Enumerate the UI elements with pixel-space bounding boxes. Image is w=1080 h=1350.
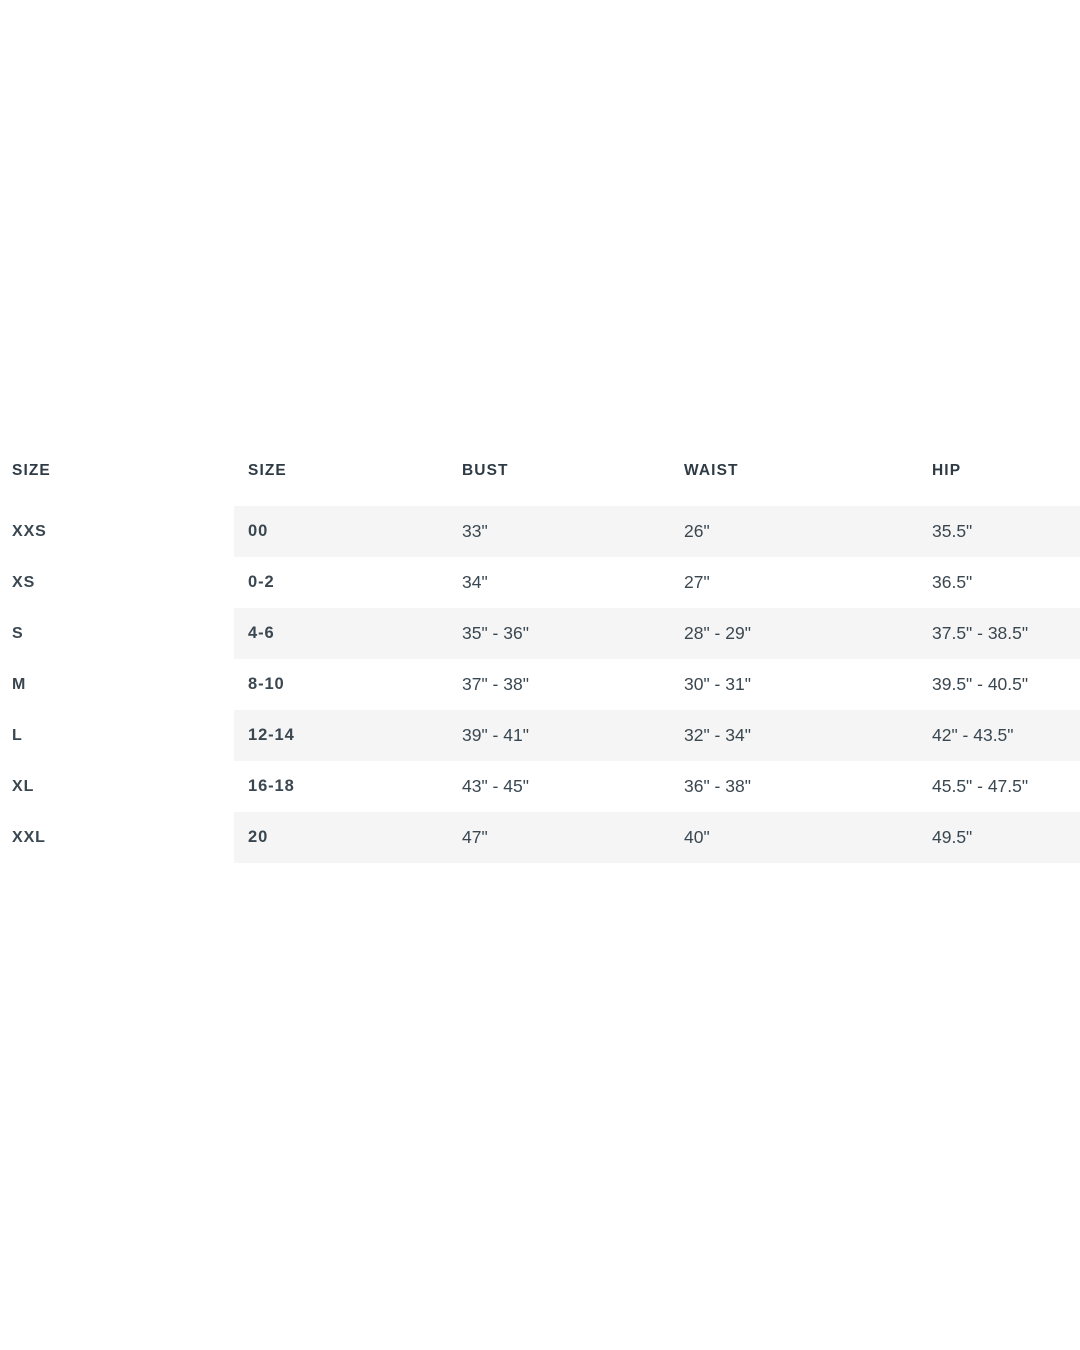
cell-size-letter: XL [12,777,35,795]
cell-hip: 37.5" - 38.5" [932,608,1080,659]
cell-waist: 36" - 38" [684,776,751,796]
column-header-waist: WAIST [684,462,739,479]
cell-size-number: 20 [234,812,462,863]
cell-size-number: 8-10 [248,675,285,693]
table-row [0,557,1080,608]
cell-hip: 49.5" [932,812,1080,863]
cell-size-letter: XXL [12,828,46,846]
cell-bust: 33" [462,506,684,557]
cell-size-letter: XS [12,573,36,591]
cell-waist: 28" - 29" [684,608,932,659]
table-row [0,506,1080,557]
table-body [0,506,1080,863]
cell-waist: 40" [684,812,932,863]
cell-size-letter: S [12,624,24,642]
cell-hip: 45.5" - 47.5" [932,776,1029,796]
size-chart-table [0,462,1080,863]
cell-bust: 39" - 41" [462,710,684,761]
cell-size-number: 0-2 [248,573,275,591]
table-row [0,812,1080,863]
cell-hip: 36.5" [932,572,973,592]
cell-hip: 42" - 43.5" [932,710,1080,761]
cell-size-letter: L [12,726,23,744]
cell-size-number: 12-14 [234,710,462,761]
cell-waist: 32" - 34" [684,710,932,761]
cell-size-letter: M [12,675,27,693]
cell-waist: 27" [684,572,710,592]
cell-waist: 30" - 31" [684,674,751,694]
cell-size-number: 16-18 [248,777,295,795]
table-row [0,761,1080,812]
table-row [0,608,1080,659]
table-header [0,462,1080,506]
table-row [0,710,1080,761]
cell-bust: 34" [462,572,488,592]
cell-bust: 37" - 38" [462,674,529,694]
size-chart [0,462,1080,863]
cell-hip: 35.5" [932,506,1080,557]
cell-bust: 43" - 45" [462,776,529,796]
cell-bust: 35" - 36" [462,608,684,659]
cell-bust: 47" [462,812,684,863]
cell-size-number: 00 [234,506,462,557]
column-header-hip: HIP [932,462,962,479]
table-row [0,659,1080,710]
cell-waist: 26" [684,506,932,557]
cell-size-letter: XXS [12,522,47,540]
column-header-size-letter: SIZE [12,462,51,479]
column-header-bust: BUST [462,462,509,479]
cell-hip: 39.5" - 40.5" [932,674,1029,694]
table-header-row [0,462,1080,506]
cell-size-number: 4-6 [234,608,462,659]
column-header-size-number: SIZE [248,462,287,479]
